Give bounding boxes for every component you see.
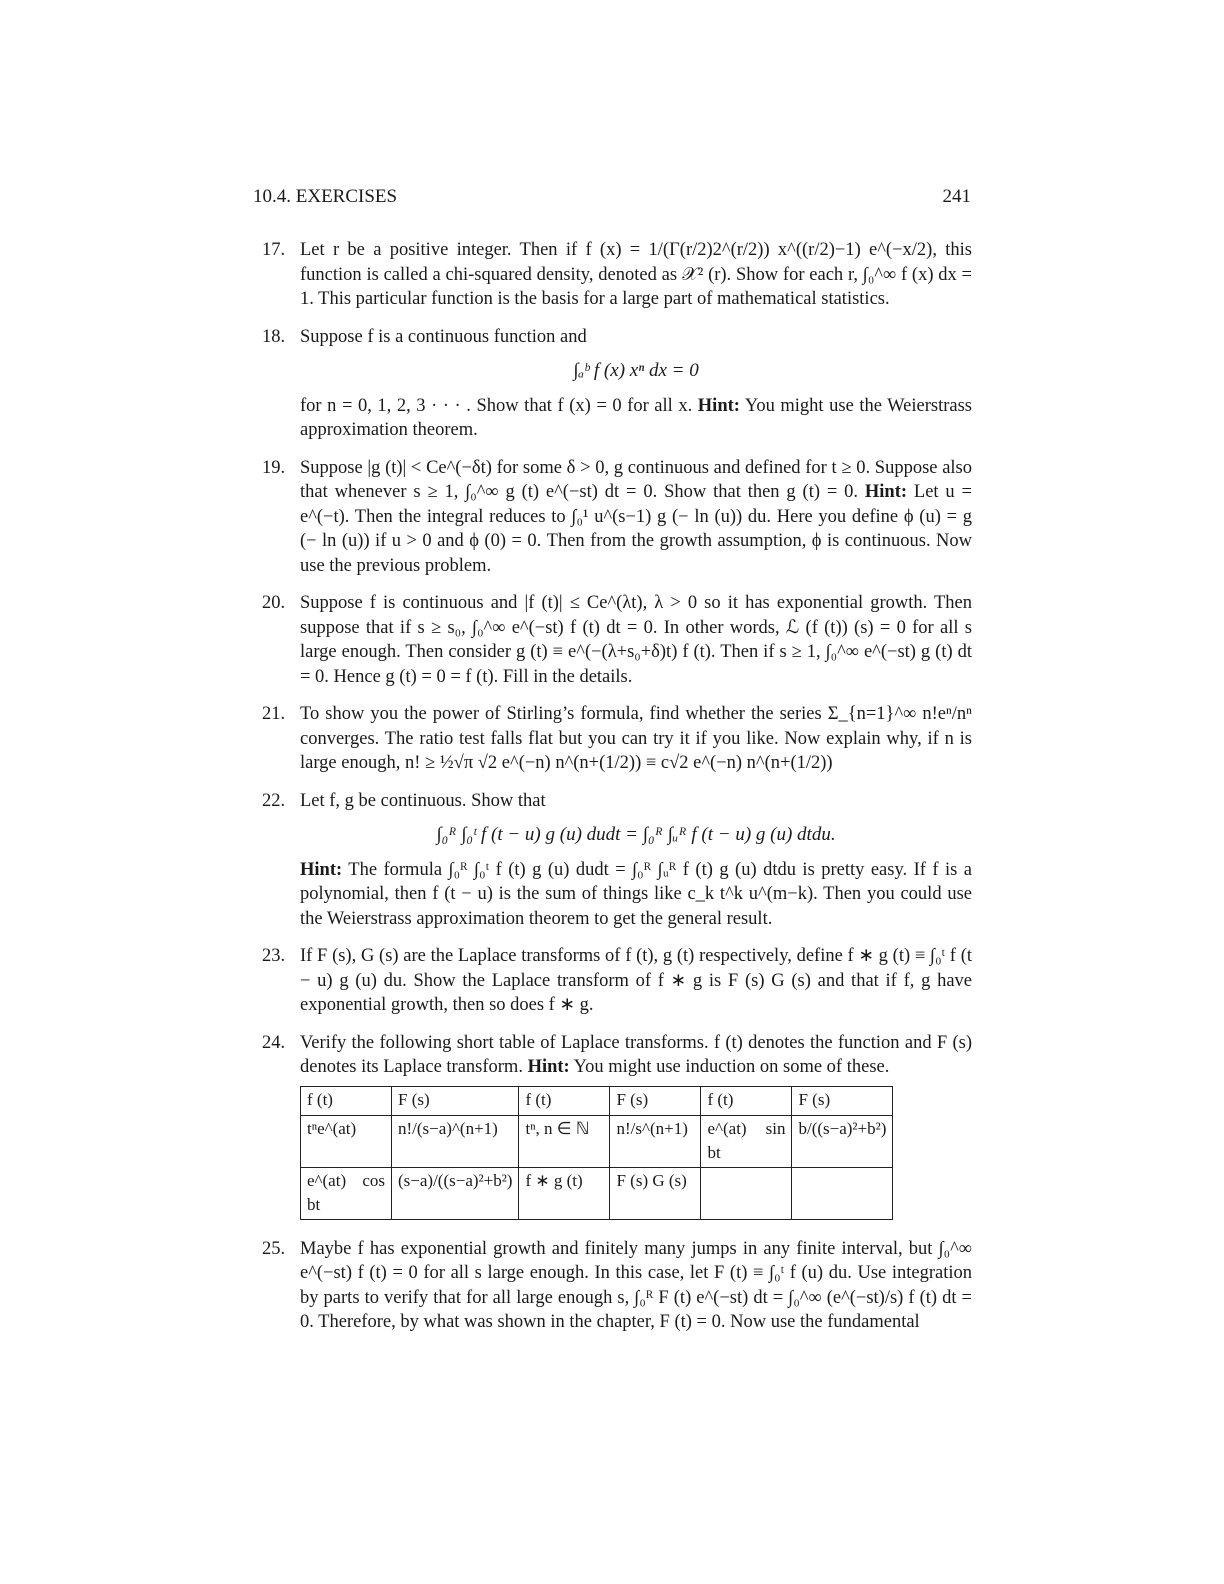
exercise-text: To show you the power of Stirling’s formula, find whether the series Σ_{n=1}^∞ n!eⁿ/nⁿ converges. The ratio test falls flat but you can try it if you like. Now explain why, if n is large enough, n! ≥ ½√π √2 e^(−n) n^(n+(1/2)) ≡ c√2 e^(−n) n^(n+(1/2)) [300,704,972,773]
hint-label: Hint: [300,859,343,880]
exercise-number: 22. [262,790,286,811]
display-equation: ∫₀ᴿ ∫₀ᵗ f (t − u) g (u) dudt = ∫₀ᴿ ∫ᵤᴿ f (t − u) g (u) dtdu. [436,824,836,845]
exercise-17 [262,238,972,312]
hint-label: Hint: [697,395,740,416]
table-cell [792,1167,893,1219]
exercise-24 [262,1031,972,1224]
exercise-23 [262,944,972,1018]
hint-text: You might use induction on some of these. [569,1057,890,1077]
exercise-21 [262,702,972,776]
table-cell: tⁿ, n ∈ ℕ [519,1115,610,1167]
exercise-number: 17. [262,240,286,260]
exercise-number: 20. [262,593,286,613]
table-cell: F (s) G (s) [610,1167,701,1219]
exercise-number: 21. [262,704,286,724]
display-equation: ∫ₐᵇ f (x) xⁿ dx = 0 [573,360,699,381]
exercise-19 [262,456,972,579]
section-title: 10.4. EXERCISES [253,186,398,207]
exercise-number: 18. [262,326,286,347]
page-number: 241 [942,186,971,207]
table-row [301,1167,893,1219]
table-cell: n!/(s−a)^(n+1) [392,1115,519,1167]
hint-text: The formula ∫₀ᴿ ∫₀ᵗ f (t) g (u) dudt = ∫₀ᴿ ∫ᵤᴿ f (t) g (u) dtdu is pretty easy. If f is a polynomial, then f (t − u) is the sum of things like c_k t^k u^(m−k). Then you could use the Weierstrass approximation theorem to get the general result. [300,859,972,929]
table-cell: F (s) [610,1086,701,1115]
exercise-text: Suppose f is continuous and |f (t)| ≤ Ce^(λt), λ > 0 so it has exponential growth. Then suppose that if s ≥ s₀, ∫₀^∞ e^(−st) f (t) dt = 0. In other words, ℒ (f (t)) (s) = 0 for all s large enough. Then consider g (t) ≡ e^(−(λ+s₀+δ)t) f (t). Then if s ≥ 1, ∫₀^∞ e^(−st) g (t) dt = 0. Hence g (t) = 0 = f (t). Fill in the details. [300,593,972,687]
exercise-body [300,1031,972,1224]
exercise-list [262,238,972,1348]
table-cell: f (t) [519,1086,610,1115]
table-cell: (s−a)/((s−a)²+b²) [392,1167,519,1219]
exercise-text: Let r be a positive integer. Then if f (x) = 1/(Γ(r/2)2^(r/2)) x^((r/2)−1) e^(−x/2), this function is called a chi-squared density, denoted as 𝒳² (r). Show for each r, ∫₀^∞ f (x) dx = 1. This particular function is the basis for a large part of mathematical statistics. [300,240,972,309]
table-row [301,1115,893,1167]
exercise-number: 19. [262,457,286,478]
exercise-22 [262,789,972,932]
exercise-text: Suppose |g (t)| < Ce^(−δt) for some δ > 0, g continuous and defined for t ≥ 0. Suppose also that whenever s ≥ 1, ∫₀^∞ g (t) e^(−st) dt = 0. Show that then g (t) = 0. [300,457,972,502]
hint-paragraph [300,858,972,932]
exercise-text: Suppose f is a continuous function and [300,326,587,347]
table-cell: F (s) [792,1086,893,1115]
hint-label: Hint: [527,1057,570,1077]
table-cell: F (s) [392,1086,519,1115]
table-cell: n!/s^(n+1) [610,1115,701,1167]
running-header [253,186,971,208]
table-row [301,1086,893,1115]
exercise-18 [262,325,972,443]
table-cell: e^(at) cos bt [301,1167,392,1219]
exercise-body [300,789,972,932]
table-cell: tⁿe^(at) [301,1115,392,1167]
exercise-number: 25. [262,1238,286,1259]
exercise-body [300,325,972,443]
laplace-transform-table [300,1086,893,1220]
exercise-text: If F (s), G (s) are the Laplace transforms of f (t), g (t) respectively, define f ∗ g (t) ≡ ∫₀ᵗ f (t − u) g (u) du. Show the Laplace transform of f ∗ g is F (s) G (s) and that if f, g have exponential growth, then so does f ∗ g. [300,946,972,1015]
exercise-number: 24. [262,1032,286,1053]
exercise-text: Verify the following short table of Laplace transforms. f (t) denotes the function and F (s) denotes its Laplace transform. [300,1032,972,1077]
table-cell: b/((s−a)²+b²) [792,1115,893,1167]
hint-text: Let u = e^(−t). Then the integral reduces to ∫₀¹ u^(s−1) g (− ln (u)) du. Here you define ϕ (u) = g (− ln (u)) if u > 0 and ϕ (0) = 0. Then from the growth assumption, ϕ is continuous. Now use the previous problem. [300,482,972,576]
exercise-text-after: for n = 0, 1, 2, 3 · · · . Show that f (x) = 0 for all x. [300,395,698,416]
hint-text: You might use the Weierstrass approximation theorem. [300,395,972,440]
table-cell: f (t) [701,1086,792,1115]
exercise-text: Let f, g be continuous. Show that [300,790,546,811]
table-cell: f ∗ g (t) [519,1167,610,1219]
hint-label: Hint: [864,482,908,502]
exercise-text: Maybe f has exponential growth and finitely many jumps in any finite interval, but ∫₀^∞ e^(−st) f (t) = 0 for all s large enough. In this case, let F (t) ≡ ∫₀ᵗ f (u) du. Use integration by parts to verify that for all large enough s, ∫₀ᴿ F (t) e^(−st) dt = ∫₀^∞ (e^(−st)/s) f (t) dt = 0. Therefore, by what was shown in the chapter, F (t) = 0. Now use the fundamental [300,1238,972,1332]
exercise-body [300,456,972,579]
table-cell [701,1167,792,1219]
exercise-number: 23. [262,946,286,966]
exercise-text-cont [300,394,972,443]
table-cell: e^(at) sin bt [701,1115,792,1167]
exercise-25 [262,1237,972,1335]
exercise-20 [262,591,972,689]
table-cell: f (t) [301,1086,392,1115]
